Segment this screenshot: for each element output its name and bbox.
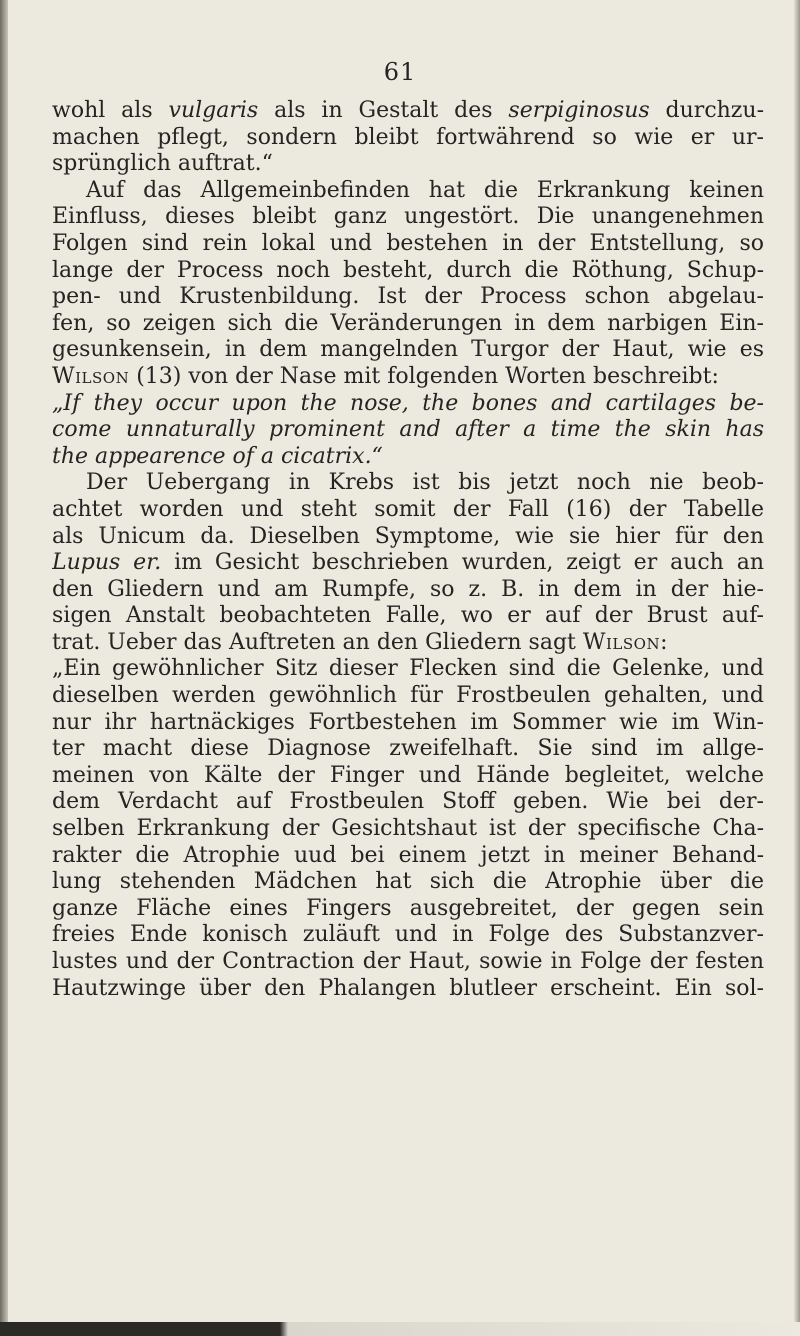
italic-run: serpiginosus: [508, 98, 650, 123]
italic-run: come unnaturally prominent and after a time the skin has: [52, 417, 764, 443]
text-run: freies Ende konisch zuläuft und in Folge des Substanzver-: [52, 922, 764, 948]
text-run: Hautzwinge über den Phalangen blutleer erscheint. Ein sol-: [52, 975, 764, 1001]
text-run: nur ihr hartnäckiges Fortbestehen im Sommer wie im Win-: [52, 709, 764, 735]
text-run: wohl als: [52, 98, 169, 123]
body-text: [52, 98, 764, 1002]
text-line: [52, 444, 764, 471]
text-run: Auf das Allgemeinbefinden hat die Erkrankung keinen: [86, 177, 764, 203]
text-run: :: [660, 629, 668, 655]
text-run: durchzu-: [649, 98, 764, 123]
text-run: den Gliedern und am Rumpfe, so z. B. in dem in der hie-: [52, 576, 764, 602]
text-line: [52, 869, 764, 896]
text-run: dem Verdacht auf Frostbeulen Stoff geben. Wie bei der-: [52, 789, 764, 815]
text-line: [52, 364, 764, 391]
text-run: trat. Ueber das Auftreten an den Gliedern sagt: [52, 629, 583, 655]
text-line: [52, 896, 764, 923]
text-line: [52, 417, 764, 444]
text-line: [52, 311, 764, 338]
text-line: [52, 736, 764, 763]
text-line: [52, 789, 764, 816]
text-run: Folgen sind rein lokal und bestehen in der Entstellung, so: [52, 230, 764, 256]
text-line: [52, 524, 764, 551]
text-run: Der Uebergang in Krebs ist bis jetzt noch nie beob-: [86, 470, 764, 496]
italic-run: vulgaris: [168, 98, 259, 123]
text-run: meinen von Kälte der Finger und Hände begleitet, welche: [52, 762, 764, 788]
page-right-edge-shadow: [794, 0, 800, 1336]
text-line: [52, 710, 764, 737]
text-run: lange der Process noch besteht, durch die Röthung, Schup-: [52, 257, 764, 283]
text-line: [52, 683, 764, 710]
text-run: pen- und Krustenbildung. Ist der Process schon abgelau-: [52, 284, 764, 310]
text-run: ganze Fläche eines Fingers ausgebreitet, der gegen sein: [52, 895, 764, 921]
text-run: im Gesicht beschrieben wurden, zeigt er auch an: [161, 550, 764, 576]
text-run: als in Gestalt des: [258, 98, 509, 123]
text-run: „Ein gewöhnlicher Sitz dieser Flecken sind die Gelenke, und: [52, 656, 764, 682]
text-line: [52, 284, 764, 311]
text-line: [52, 656, 764, 683]
text-line: [52, 231, 764, 258]
text-run: als Unicum da. Dieselben Symptome, wie sie hier für den: [52, 523, 764, 549]
text-line: [52, 577, 764, 604]
text-line: [52, 125, 764, 152]
text-run: lustes und der Contraction der Haut, sowie in Folge der festen: [52, 949, 764, 974]
text-line: [52, 204, 764, 231]
text-line: [52, 337, 764, 364]
text-line: [52, 550, 764, 577]
text-run: fen, so zeigen sich die Veränderungen in dem narbigen Ein-: [52, 310, 764, 336]
text-line: [52, 470, 764, 497]
text-line: [52, 630, 764, 657]
author-name: Wilson: [582, 629, 661, 655]
text-run: (13) von der Nase mit folgenden Worten beschreibt:: [129, 363, 719, 389]
text-run: ter macht diese Diagnose zweifelhaft. Sie sind im allge-: [52, 736, 764, 762]
text-line: [52, 816, 764, 843]
page-bottom-edge: [0, 1322, 800, 1336]
text-run: gesunkensein, in dem mangelnden Turgor der Haut, wie es: [52, 337, 764, 363]
text-line: [52, 603, 764, 630]
text-run: sprünglich auftrat.“: [52, 151, 273, 177]
text-line: [52, 497, 764, 524]
text-run: selben Erkrankung der Gesichtshaut ist der specifische Cha-: [52, 816, 764, 842]
text-run: sigen Anstalt beobachteten Falle, wo er auf der Brust auf-: [52, 603, 764, 629]
text-line: [52, 98, 764, 125]
text-run: rakter die Atrophie uud bei einem jetzt in meiner Behand-: [52, 842, 764, 868]
text-line: [52, 178, 764, 205]
italic-run: Lupus er.: [52, 550, 162, 576]
text-run: lung stehenden Mädchen hat sich die Atrophie über die: [52, 869, 764, 895]
text-line: [52, 976, 764, 1003]
text-line: [52, 843, 764, 870]
text-run: dieselben werden gewöhnlich für Frostbeulen gehalten, und: [52, 683, 764, 709]
text-line: [52, 391, 764, 418]
page-number: 61: [383, 58, 417, 86]
italic-run: the appearence of a cicatrix.“: [52, 443, 383, 469]
author-name: Wilson: [52, 363, 130, 389]
page-left-edge-shadow: [0, 0, 8, 1336]
text-line: [52, 258, 764, 285]
text-line: [52, 763, 764, 790]
text-run: achtet worden und steht somit der Fall (16) der Tabelle: [52, 496, 764, 522]
text-line: [52, 151, 764, 178]
text-line: [52, 949, 764, 976]
text-line: [52, 922, 764, 949]
text-run: Einfluss, dieses bleibt ganz ungestört. Die unangenehmen: [52, 204, 764, 230]
text-run: machen pflegt, sondern bleibt fortwährend so wie er ur-: [52, 124, 764, 150]
italic-run: „If they occur upon the nose, the bones and cartilages be-: [52, 390, 764, 416]
